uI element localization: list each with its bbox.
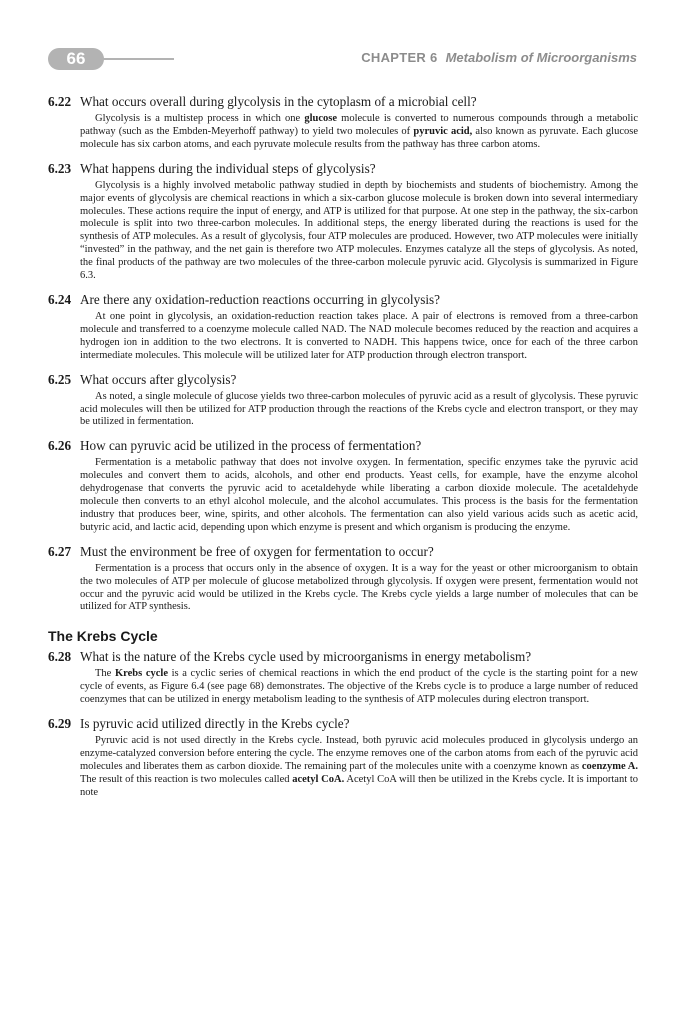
question-number: 6.28 <box>48 649 72 665</box>
question <box>48 372 638 388</box>
answer-paragraph: Fermentation is a process that occurs only in the absence of oxygen. It is a way for the yeast or other microorganism to obtain the two molecules of ATP per molecule of glucose metabolized through glycolysis. If oxygen were present, fermentation would not occur and the pyruvic acid would be utilized in the Krebs cycle. The Krebs cycle yields a large number of molecules that can be utilized for ATP synthesis. <box>80 562 638 613</box>
question <box>48 161 638 177</box>
question-text: Is pyruvic acid utilized directly in the Krebs cycle? <box>80 716 350 732</box>
page-number-badge: 66 <box>48 48 104 70</box>
answer-paragraph: As noted, a single molecule of glucose yields two three-carbon molecules of pyruvic acid as a result of glycolysis. These pyruvic acid molecules will then be utilized for ATP production through the reactions of the Krebs cycle and electron transport, or they may be utilized in fermentation. <box>80 390 638 428</box>
question-number: 6.22 <box>48 94 72 109</box>
question <box>48 438 638 454</box>
qa-item <box>48 544 638 615</box>
answer-paragraph: Pyruvic acid is not used directly in the Krebs cycle. Instead, both pyruvic acid molecules produced in glycolysis undergo an enzyme-catalyzed conversion before entering the cycle. The enzyme removes one of the carbon atoms from each of the pyruvic acid molecules and liberates them as carbon dioxide. The remaining part of the molecules unite with a coenzyme known as coenzyme A. The result of this reaction is two molecules called acetyl CoA. Acetyl CoA will then be utilized in the Krebs cycle. It is important to note <box>80 735 639 798</box>
question <box>48 544 638 560</box>
question-number: 6.23 <box>48 160 72 176</box>
answer-paragraph: Glycolysis is a multistep process in which one glucose molecule is converted to numerous compounds through a metabolic pathway (such as the Embden-Meyerhoff pathway) to yield two molecules of pyruvic acid, also known as pyruvate. Each glucose molecule has six carbon atoms, and each pyruvate molecule results from the pathway has three carbon atoms. <box>80 113 638 150</box>
qa-item <box>48 161 638 283</box>
qa-item <box>48 94 638 152</box>
question <box>48 649 638 665</box>
question-text: What is the nature of the Krebs cycle used by microorganisms in energy metabolism? <box>80 649 532 665</box>
chapter-label: CHAPTER 6 <box>361 50 438 65</box>
answer-paragraph: The Krebs cycle is a cyclic series of chemical reactions in which the end product of the cycle is the starting point for a new cycle of events, as Figure 6.4 (see page 68) demonstrates. The objective of the Krebs cycle is to produce a large number of reduced coenzymes that can be utilized in energy metabolism leading to the synthesis of ATP molecules during electron transport. <box>80 668 639 706</box>
question-text: Must the environment be free of oxygen for fermentation to occur? <box>80 543 434 559</box>
question-text: Are there any oxidation-reduction reactions occurring in glycolysis? <box>80 291 440 307</box>
question-text: How can pyruvic acid be utilized in the process of fermentation? <box>80 438 422 454</box>
question-text: What occurs overall during glycolysis in the cytoplasm of a microbial cell? <box>80 94 477 109</box>
section-heading: The Krebs Cycle <box>48 628 158 645</box>
question <box>48 94 638 110</box>
qa-item <box>48 438 638 534</box>
running-head <box>361 50 637 65</box>
qa-item <box>48 292 638 363</box>
question <box>48 292 638 308</box>
question <box>48 716 638 732</box>
qa-item <box>48 649 638 707</box>
qa-item <box>48 372 638 430</box>
question-text: What happens during the individual steps of glycolysis? <box>80 160 376 176</box>
answer-paragraph: Glycolysis is a highly involved metabolic pathway studied in depth by biochemists and students of biochemistry. Among the major events of glycolysis are chemical reactions in which a six-carbon glucose molecule is broken down into several intermediary molecules. These actions require the input of energy, and ATP is utilized for that purpose. At one step in the pathway, the six-carbon molecule is split into two three-carbon molecules. In additional steps, the energy liberated during the reactions is used for the synthesis of ATP molecules. As a result of glycolysis, four ATP molecules are produced. However, two ATP molecules were initially “invested” in the pathway, and the net gain is therefore two ATP molecules. Enzymes catalyze all the steps of glycolysis. As noted, the final products of the pathway are two molecules of the three-carbon molecule pyruvic acid. Glycolysis is summarized in Figure 6.3. <box>80 179 638 282</box>
page-header <box>0 0 683 80</box>
answer-paragraph: At one point in glycolysis, an oxidation-reduction reaction takes place. A pair of electrons is removed from a three-carbon molecule and transferred to a coenzyme molecule called NAD. The NAD molecule becomes reduced by the reaction and acquires a hydrogen ion in addition to the two electrons. It is converted to NADH. This happens twice, once for each of the three carbon intermediate molecules. This molecule will be utilized later for ATP production through electron transport. <box>80 310 638 361</box>
question-number: 6.29 <box>48 716 72 732</box>
page-content <box>48 94 638 809</box>
question-number: 6.26 <box>48 438 72 454</box>
header-rule <box>96 58 174 60</box>
qa-item <box>48 716 638 800</box>
chapter-title: Metabolism of Microorganisms <box>445 50 637 65</box>
question-text: What occurs after glycolysis? <box>80 371 237 387</box>
question-number: 6.25 <box>48 371 72 387</box>
answer-paragraph: Fermentation is a metabolic pathway that does not involve oxygen. In fermentation, specific enzymes take the pyruvic acid molecules and convert them to acids, alcohols, and other end products. Yeast cells, for example, have the enzyme alcohol dehydrogenase that converts the pyruvic acid to acetaldehyde while liberating a carbon dioxide molecule. The acetaldehyde molecule then converts to an ethyl alcohol molecule, and the alcohol accumulates. This process is the basis for the fermentation industry that produces beer, wine, spirits, and other alcohols. The fermentation can also yield various acids such as acetic acid, butyric acid, and lactic acid, depending upon which enzyme is present and which organism is producing the enzyme. <box>80 457 638 533</box>
question-number: 6.27 <box>48 543 72 559</box>
question-number: 6.24 <box>48 291 72 307</box>
